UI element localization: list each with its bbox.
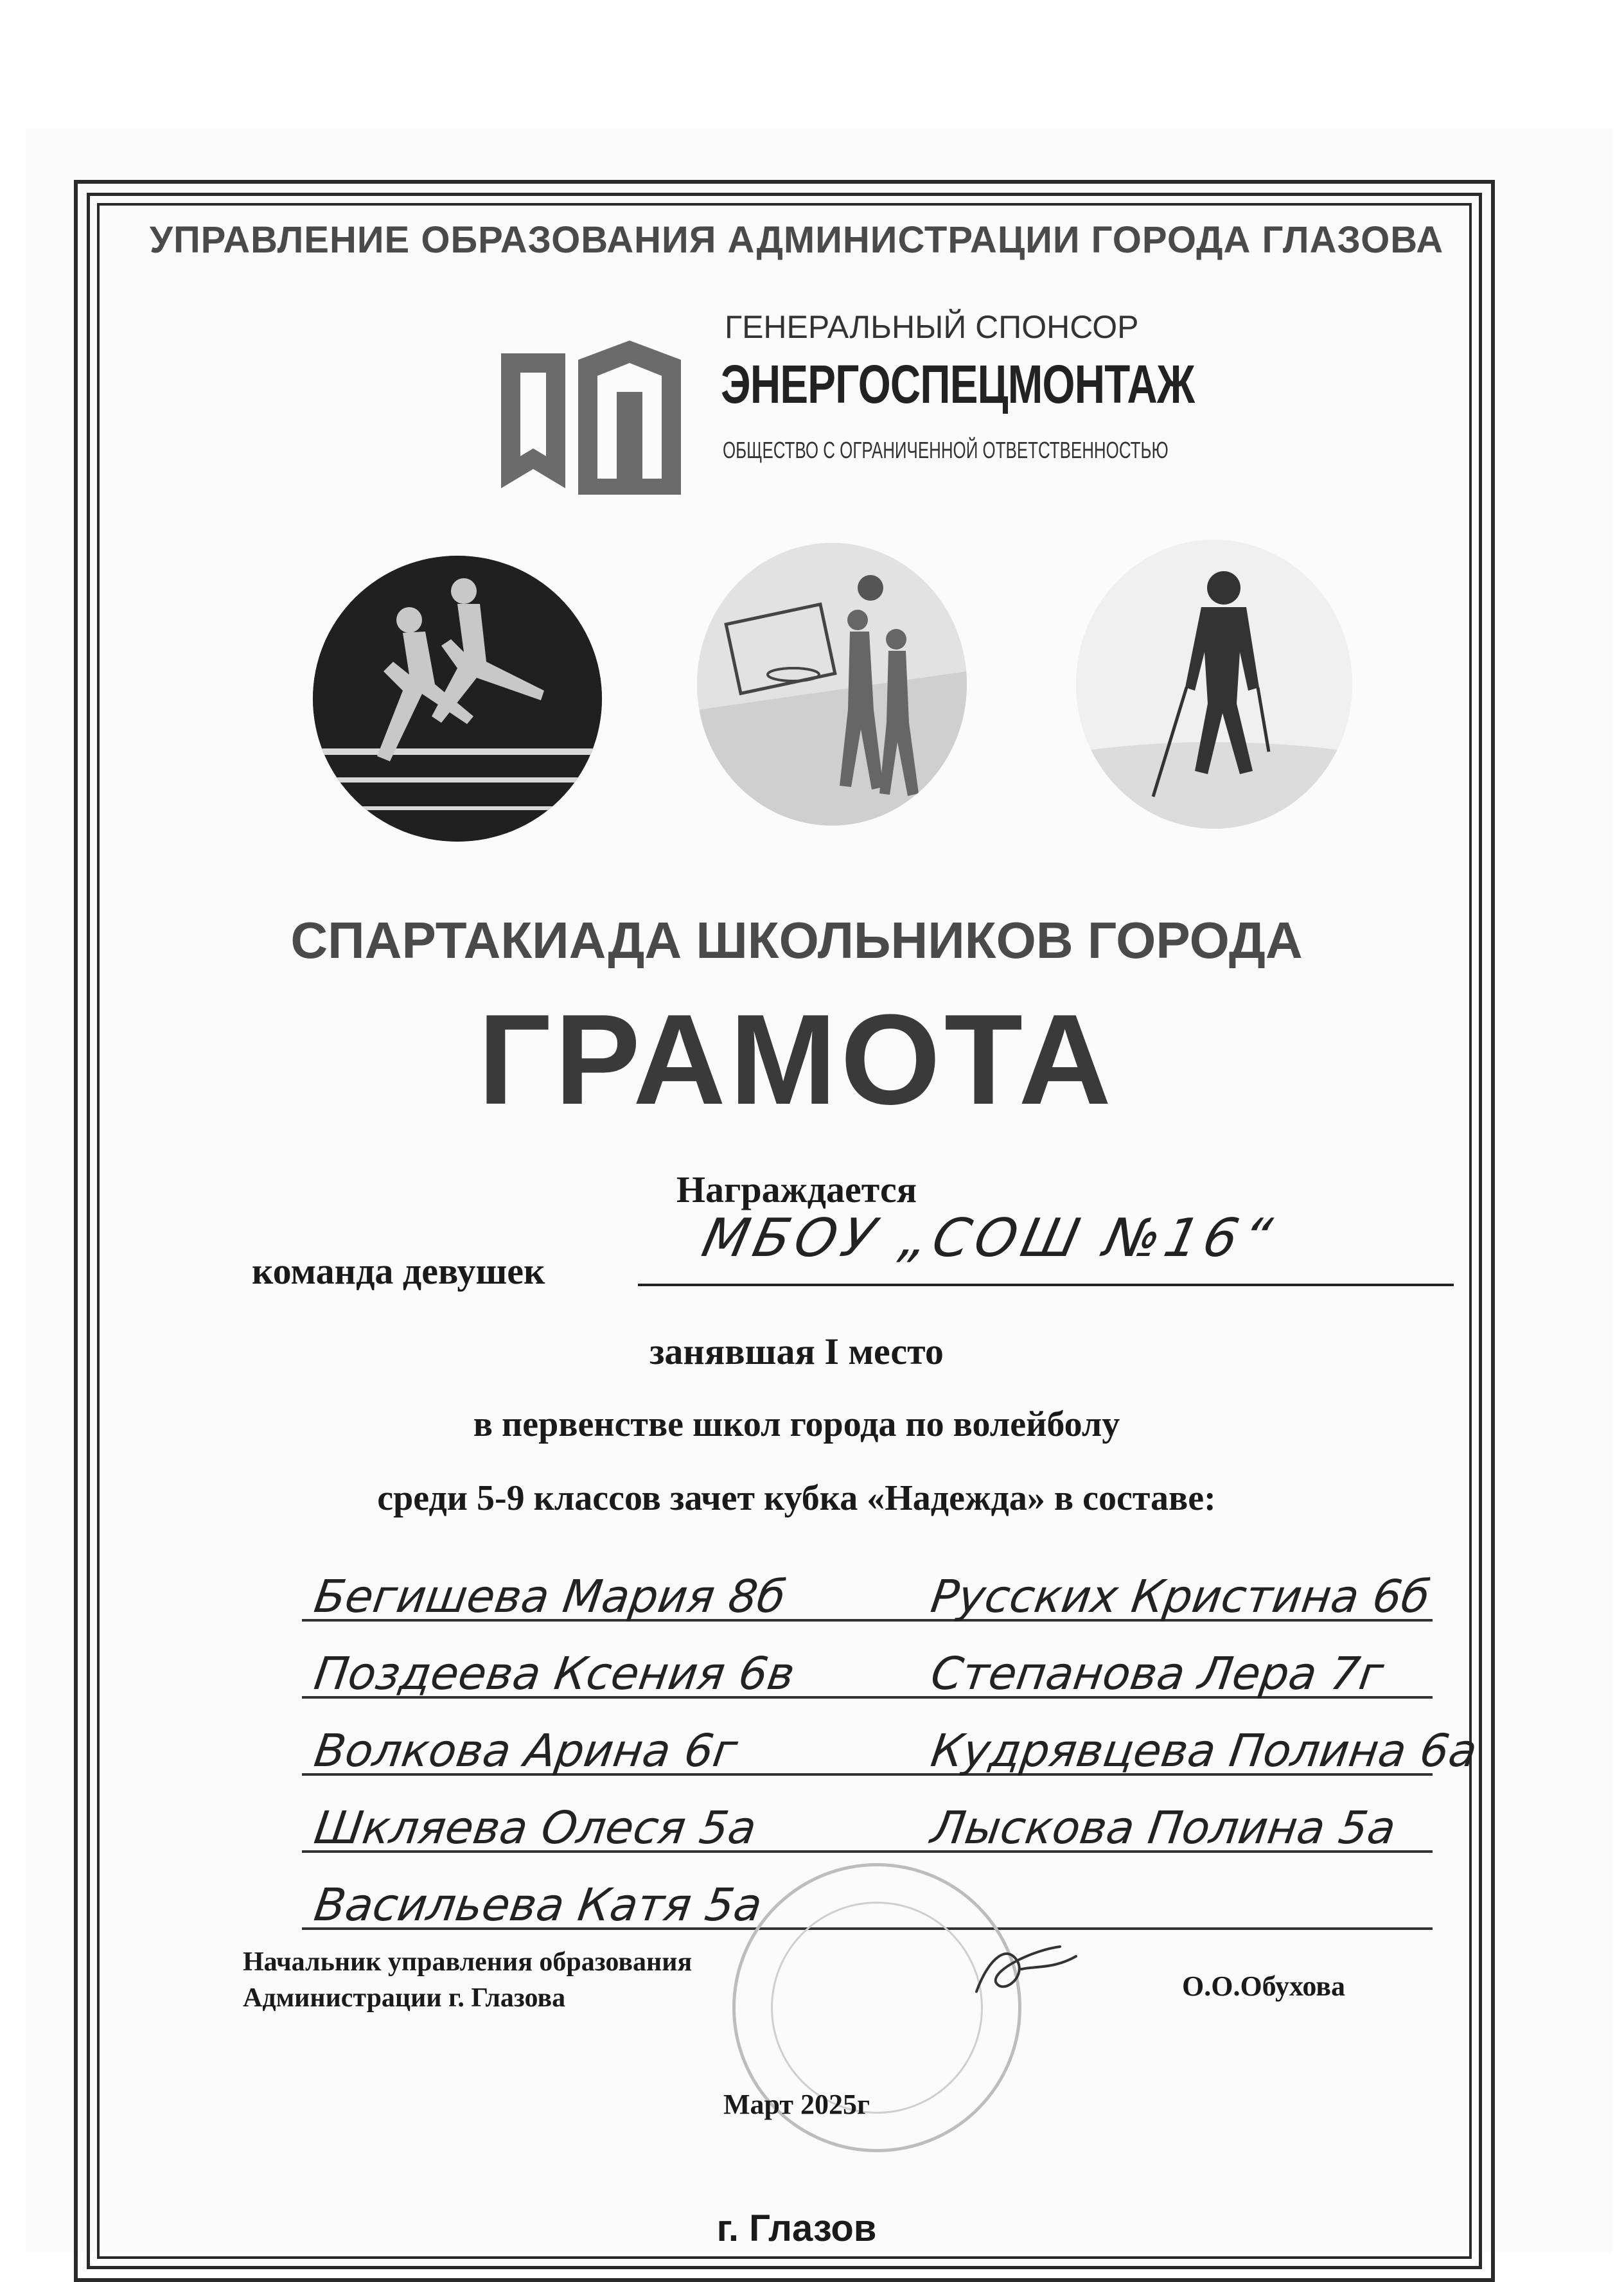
roster-name-left: Васильева Катя 5а xyxy=(311,1879,766,1931)
sponsor-label: ГЕНЕРАЛЬНЫЙ СПОНСОР xyxy=(725,309,1139,345)
roster-row xyxy=(302,1773,1433,1853)
team-value: МБОУ „СОШ №16“ xyxy=(696,1208,1282,1269)
roster-row xyxy=(302,1619,1433,1699)
roster-name-right: Лыскова Полина 5а xyxy=(928,1801,1399,1854)
roster-name-left: Волкова Арина 6г xyxy=(311,1724,741,1777)
sponsor-logo-icon xyxy=(495,341,687,501)
signer-position-line1: Начальник управления образования xyxy=(243,1947,693,1977)
roster-name-right: Кудрявцева Полина 6а xyxy=(928,1724,1481,1777)
team-underline xyxy=(638,1284,1454,1286)
championship-text: в первенстве школ города по волейболу xyxy=(473,1404,1120,1444)
roster-name-left: Бегишева Мария 8б xyxy=(311,1570,789,1623)
signer-position-line2: Администрации г. Глазова xyxy=(243,1983,566,2013)
roster-name-right: Степанова Лера 7г xyxy=(928,1647,1387,1700)
organization-title: УПРАВЛЕНИЕ ОБРАЗОВАНИЯ АДМИНИСТРАЦИИ ГОРОДА ГЛАЗОВА xyxy=(149,219,1444,261)
roster-name-left: Шкляева Олеся 5а xyxy=(311,1801,760,1854)
sponsor-legal-form: ОБЩЕСТВО С ОГРАНИЧЕННОЙ ОТВЕТСТВЕННОСТЬЮ xyxy=(723,437,1169,463)
roster-name-right: Русских Кристина 6б xyxy=(928,1570,1433,1623)
roster-name-left: Поздеева Ксения 6в xyxy=(311,1647,799,1700)
runners-photo-icon xyxy=(313,556,602,842)
team-label: команда девушек xyxy=(252,1250,545,1292)
issue-city: г. Глазов xyxy=(716,2207,877,2249)
roster-row xyxy=(302,1696,1481,1777)
sponsor-name: ЭНЕРГОСПЕЦМОНТАЖ xyxy=(721,354,1195,414)
signer-name: О.О.Обухова xyxy=(1182,1970,1345,2002)
basketball-photo-icon xyxy=(697,543,967,826)
roster-row xyxy=(302,1542,1433,1622)
signature-icon xyxy=(964,1931,1086,2008)
event-title: СПАРТАКИАДА ШКОЛЬНИКОВ ГОРОДА xyxy=(290,912,1303,969)
skier-photo-icon xyxy=(1076,540,1352,829)
awarded-heading: Награждается xyxy=(676,1169,917,1210)
place-text: занявшая I место xyxy=(649,1331,944,1372)
category-text: среди 5-9 классов зачет кубка «Надежда» в составе: xyxy=(377,1478,1216,1518)
document-title: ГРАМОТА xyxy=(478,988,1115,1131)
issue-date: Март 2025г xyxy=(723,2089,870,2120)
